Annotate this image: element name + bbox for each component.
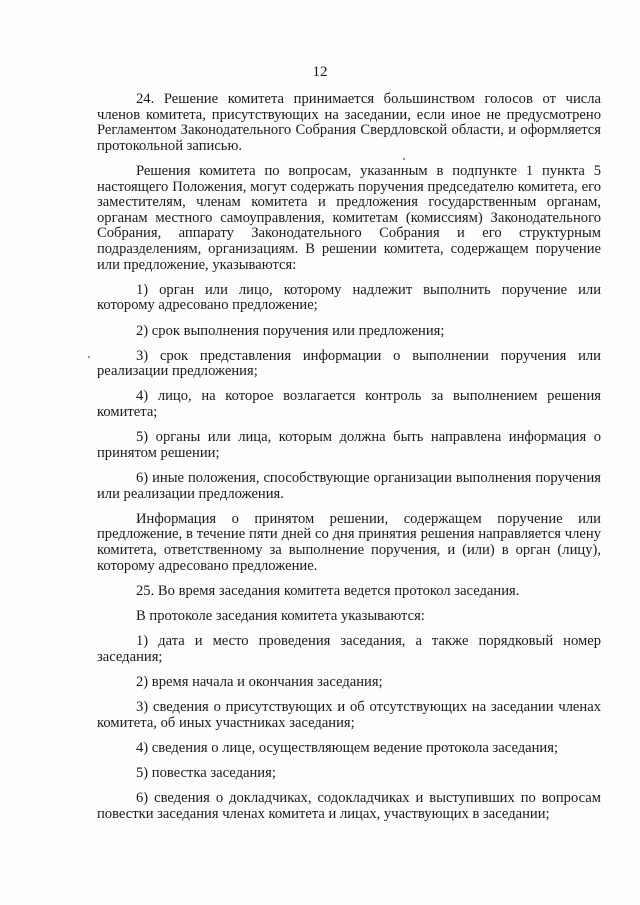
list-item-1: 1) орган или лицо, которому надлежит выполнить поручение или которому адресовано предложение; <box>97 281 601 314</box>
scan-speck <box>403 158 405 160</box>
list-item-6: 6) иные положения, способствующие организации выполнения поручения или реализации предложения. <box>97 470 601 502</box>
protocol-item-3: 3) сведения о присутствующих и об отсутствующих на заседании членах комитета, об иных участниках заседания; <box>97 699 601 731</box>
page-number: 12 <box>312 64 328 80</box>
paragraph-25-protocol: 25. Во время заседания комитета ведется протокол заседания. <box>136 582 520 599</box>
scan-speck <box>88 356 90 358</box>
protocol-item-1: 1) дата и место проведения заседания, а также порядковый номер заседания; <box>97 633 601 665</box>
protocol-item-4: 4) сведения о лице, осуществляющем ведение протокола заседания; <box>136 739 559 756</box>
protocol-item-2: 2) время начала и окончания заседания; <box>136 673 383 690</box>
list-item-2: 2) срок выполнения поручения или предложения; <box>136 322 445 339</box>
protocol-item-6: 6) сведения о докладчиках, содокладчиках и выступивших по вопросам повестки заседания членах комитета и лицах, участвующих в заседании; <box>97 790 601 822</box>
protocol-item-5: 5) повестка заседания; <box>136 765 276 782</box>
list-item-5: 5) органы или лица, которым должна быть направлена информация о принятом решении; <box>97 429 601 461</box>
paragraph-information: Информация о принятом решении, содержащем поручение или предложение, в течение пяти дней со дня принятия решения направляется члену комитета, ответственному за выполнение поручения, и (или) в орган (лицу), которому адресовано предложение. <box>97 510 601 574</box>
list-item-3: 3) срок представления информации о выполнении поручения или реализации предложения; <box>97 347 601 380</box>
paragraph-decision-content: Решения комитета по вопросам, указанным в подпункте 1 пункта 5 настоящего Положения, могут содержать поручения председателю комитета, его заместителям, членам комитета и предложения государственным органам, органам местного самоуправления, комитетам (комиссиям) Законодательного Собрания, аппарату Законодательного Собрания и его структурным подразделениям, организациям. В решении комитета, содержащем поручение или предложение, указываются: <box>97 162 601 273</box>
document-body <box>97 92 601 832</box>
paragraph-24-decision: 24. Решение комитета принимается большинством голосов от числа членов комитета, присутствующих на заседании, если иное не предусмотрено Регламентом Законодательного Собрания Свердловской области, и оформляется протокольной записью. <box>97 91 601 154</box>
paragraph-protocol-contents: В протоколе заседания комитета указываются: <box>136 607 425 624</box>
list-item-4: 4) лицо, на которое возлагается контроль за выполнением решения комитета; <box>97 388 601 421</box>
